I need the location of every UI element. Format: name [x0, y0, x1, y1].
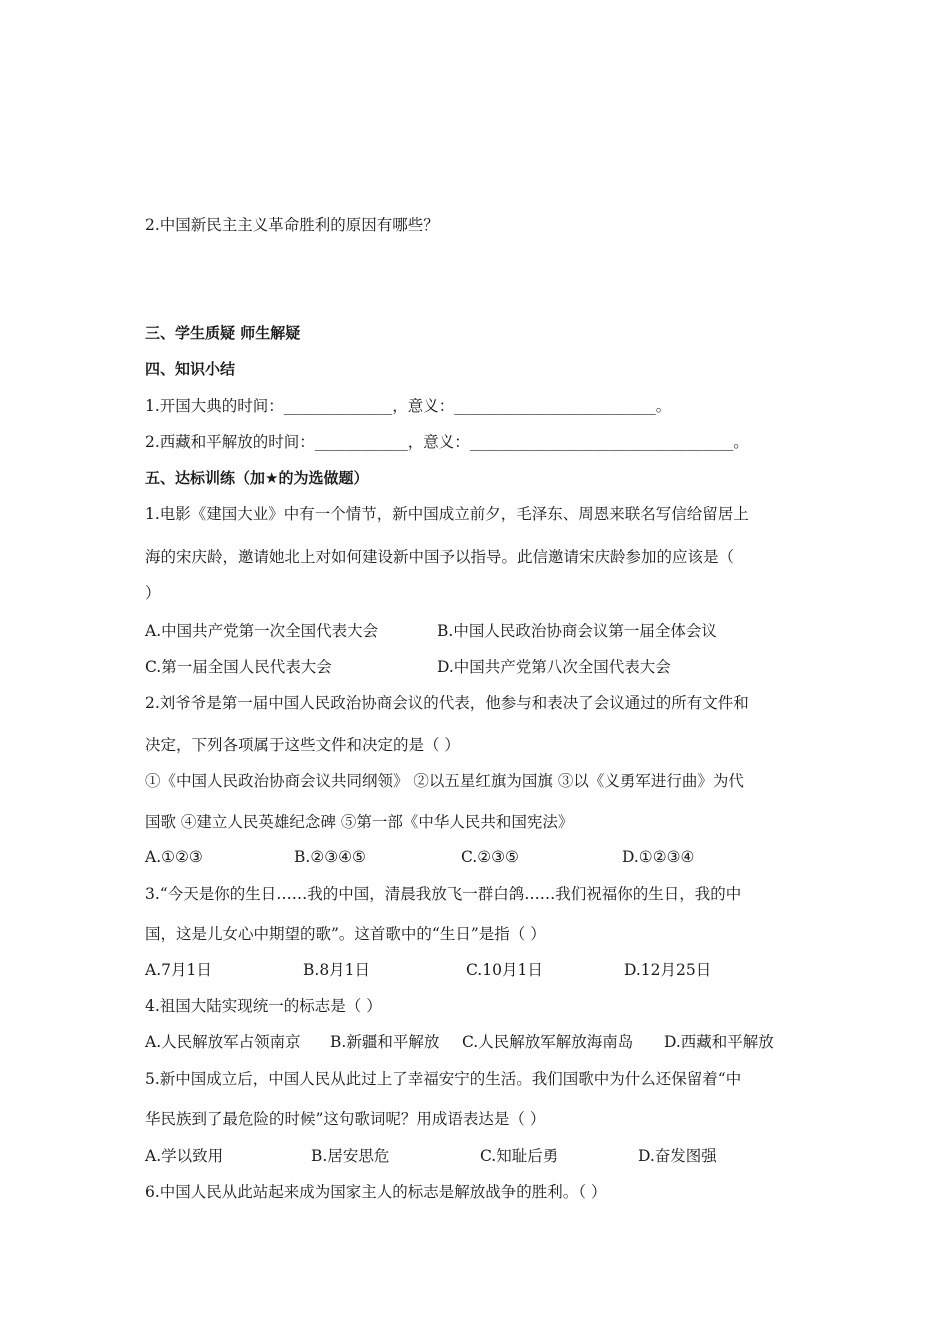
option-a: A.①②③	[145, 848, 203, 866]
option-c: C.人民解放军解放海南岛	[462, 1033, 634, 1051]
option-d: D.12月25日	[624, 961, 712, 979]
option-a: A.7月1日	[145, 961, 212, 979]
question-2-text: ①《中国人民政治协商会议共同纲领》 ②以五星红旗为国旗 ③以《义勇军进行曲》为代	[145, 772, 744, 790]
question-4-text: 4.祖国大陆实现统一的标志是（ ）	[145, 997, 382, 1015]
question-2-text: 决定，下列各项属于这些文件和决定的是（ ）	[145, 736, 460, 754]
section-heading-practice: 五、达标训练（加★的为选做题）	[145, 469, 369, 487]
option-c: C.②③⑤	[461, 848, 519, 866]
option-d: D.①②③④	[622, 848, 695, 866]
option-d: D.奋发图强	[638, 1147, 717, 1165]
summary-item-founding-ceremony: 1.开国大典的时间：______________，意义：__________________________。	[145, 397, 672, 415]
question-1-text: ）	[145, 584, 161, 602]
question-2-text: 2.刘爷爷是第一届中国人民政治协商会议的代表，他参与和表决了会议通过的所有文件和	[145, 694, 749, 712]
question-revolution-reasons: 2.中国新民主主义革命胜利的原因有哪些？	[145, 216, 439, 234]
question-1-text: 1.电影《建国大业》中有一个情节，新中国成立前夕，毛泽东、周恩来联名写信给留居上	[145, 505, 749, 523]
option-c: C.知耻后勇	[480, 1147, 559, 1165]
summary-item-tibet-liberation: 2.西藏和平解放的时间：____________，意义：__________________________________。	[145, 433, 749, 451]
question-5-text: 华民族到了最危险的时候”这句歌词呢？用成语表达是（ ）	[145, 1110, 546, 1128]
option-d: D.西藏和平解放	[664, 1033, 774, 1051]
question-3-text: 3.“今天是你的生日……我的中国，清晨我放飞一群白鸽……我们祝福你的生日，我的中	[145, 885, 742, 903]
option-b: B.居安思危	[311, 1147, 390, 1165]
section-heading-questions: 三、学生质疑 师生解疑	[145, 324, 301, 342]
question-6-text: 6.中国人民从此站起来成为国家主人的标志是解放战争的胜利。（ ）	[145, 1183, 607, 1201]
option-b: B.8月1日	[303, 961, 371, 979]
question-5-text: 5.新中国成立后，中国人民从此过上了幸福安宁的生活。我们国歌中为什么还保留着“中	[145, 1070, 742, 1088]
section-heading-summary: 四、知识小结	[145, 360, 236, 378]
option-b: B.②③④⑤	[294, 848, 366, 866]
option-b: B.中国人民政治协商会议第一届全体会议	[437, 622, 717, 640]
option-b: B.新疆和平解放	[330, 1033, 440, 1051]
question-1-text: 海的宋庆龄，邀请她北上对如何建设新中国予以指导。此信邀请宋庆龄参加的应该是（	[145, 548, 735, 566]
option-c: C.第一届全国人民代表大会	[145, 658, 332, 676]
option-c: C.10月1日	[466, 961, 543, 979]
option-a: A.学以致用	[145, 1147, 224, 1165]
option-a: A.人民解放军占领南京	[145, 1033, 301, 1051]
question-3-text: 国，这是儿女心中期望的歌”。这首歌中的“生日”是指（ ）	[145, 925, 546, 943]
option-a: A.中国共产党第一次全国代表大会	[145, 622, 379, 640]
question-2-text: 国歌 ④建立人民英雄纪念碑 ⑤第一部《中华人民共和国宪法》	[145, 813, 574, 831]
option-d: D.中国共产党第八次全国代表大会	[437, 658, 671, 676]
